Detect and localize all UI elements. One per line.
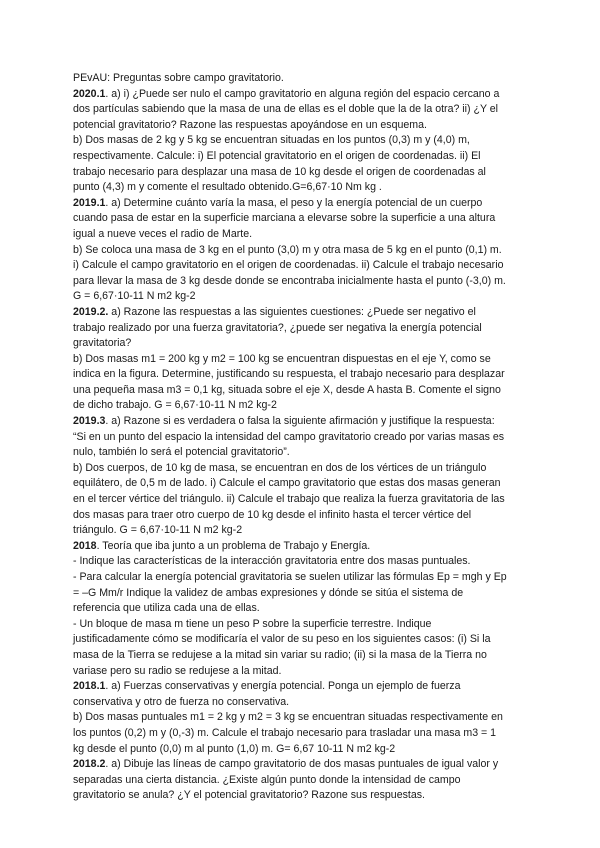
line-text: en el tercer vértice del triángulo. ii) Calcule el trabajo que realiza la fuerza gravitatoria de las: [73, 493, 505, 506]
text-line: [73, 695, 533, 711]
text-line: [73, 165, 533, 181]
text-line: [73, 601, 533, 617]
text-line: [73, 149, 533, 165]
text-line: [73, 648, 533, 664]
line-text: variase pero su radio se redujese a la mitad.: [73, 664, 282, 677]
question-number: 2019.2.: [73, 305, 109, 318]
text-line: [73, 102, 533, 118]
text-line: [73, 383, 533, 399]
text-line: [73, 430, 533, 446]
line-text: referencia que utiliza cada una de ellas.: [73, 602, 260, 615]
line-text: b) Dos masas m1 = 200 kg y m2 = 100 kg se encuentran dispuestas en el eje Y, como se: [73, 352, 491, 365]
line-text: “Si en un punto del espacio la intensidad del campo gravitatorio creado por varias masas es: [73, 430, 505, 443]
text-line: [73, 211, 533, 227]
text-line: [73, 788, 533, 804]
line-text: masa de la Tierra se redujese a la mitad sin variar su radio; (ii) si la masa de la Tierra no: [73, 648, 487, 661]
text-line: [73, 227, 533, 243]
line-text: dos masas para traer otro cuerpo de 10 kg desde el infinito hasta el tercer vértice del: [73, 508, 472, 521]
text-line: [73, 632, 533, 648]
text-line: [73, 773, 533, 789]
line-text: . a) i) ¿Puede ser nulo el campo gravitatorio en alguna región del espacio cercano a: [105, 87, 500, 100]
text-line: [73, 367, 533, 383]
line-text: i) Calcule el campo gravitatorio en el origen de coordenadas. ii) Calcule el trabajo necesario: [73, 259, 504, 272]
line-text: . a) Dibuje las líneas de campo gravitatorio de dos masas puntuales de igual valor y: [105, 758, 499, 771]
line-text: gravitatorio se anula? ¿Y el potencial gravitatorio? Razone sus respuestas.: [73, 789, 425, 802]
line-text: b) Dos masas de 2 kg y 5 kg se encuentran situadas en los puntos (0,3) m y (4,0) m,: [73, 134, 470, 147]
text-line: [73, 336, 533, 352]
line-text: b) Se coloca una masa de 3 kg en el punto (3,0) m y otra masa de 5 kg en el punto (0,1) m.: [73, 243, 502, 256]
line-text: los puntos (0,2) m y (0,-3) m. Calcule el trabajo necesario para trasladar una masa m3 = 1: [73, 726, 497, 739]
text-line: [73, 352, 533, 368]
line-text: G = 6,67·10-11 N m2 kg-2: [73, 290, 196, 303]
text-line: [73, 414, 533, 430]
line-text: indica en la figura. Determine, justificando su respuesta, el trabajo necesario para desplazar: [73, 368, 505, 381]
text-line: [73, 476, 533, 492]
text-line: [73, 710, 533, 726]
question-number: 2018.2: [73, 758, 106, 771]
question-number: 2020.1: [73, 87, 106, 100]
text-line: [73, 508, 533, 524]
line-text: b) Dos cuerpos, de 10 kg de masa, se encuentran en dos de los vértices de un triángulo: [73, 461, 487, 474]
text-line: [73, 258, 533, 274]
text-line: [73, 742, 533, 758]
line-text: gravitatoria?: [73, 337, 132, 350]
text-line: [73, 305, 533, 321]
line-text: cuando pasa de estar en la superficie marciana a elevarse sobre la superficie a una altura: [73, 212, 496, 225]
question-number: 2018: [73, 539, 97, 552]
line-text: . a) Fuerzas conservativas y energía potencial. Ponga un ejemplo de fuerza: [105, 680, 461, 693]
line-text: - Un bloque de masa m tiene un peso P sobre la superficie terrestre. Indique: [73, 617, 432, 630]
question-number: 2019.3: [73, 415, 106, 428]
line-text: a) Razone las respuestas a las siguientes cuestiones: ¿Puede ser negativo el: [108, 305, 476, 318]
line-text: una pequeña masa m3 = 0,1 kg, situada sobre el eje X, desde A hasta B. Comente el signo: [73, 383, 501, 396]
text-line: [73, 461, 533, 477]
line-text: = –G Mm/r Indique la validez de ambas expresiones y dónde se sitúa el sistema de: [73, 586, 464, 599]
document-page: [73, 71, 533, 804]
text-line: [73, 133, 533, 149]
text-line: [73, 289, 533, 305]
line-text: . a) Determine cuánto varía la masa, el peso y la energía potencial de un cuerpo: [105, 196, 483, 209]
text-line: [73, 118, 533, 134]
line-text: - Indique las características de la interacción gravitatoria entre dos masas puntuales.: [73, 555, 471, 568]
text-line: [73, 664, 533, 680]
text-line: [73, 554, 533, 570]
line-text: dos partículas sabiendo que la masa de una de ellas es el doble que la de la otra? ii) ¿Y el: [73, 103, 499, 116]
text-line: [73, 321, 533, 337]
line-text: justificadamente cómo se modificaría el valor de su peso en los siguientes casos: (i) Si la: [73, 633, 491, 646]
line-text: potencial gravitatorio? Razone las respuestas apoyándose en un esquema.: [73, 118, 427, 131]
line-text: separadas una cierta distancia. ¿Existe algún punto donde la intensidad de campo: [73, 773, 461, 786]
line-text: . a) Razone si es verdadera o falsa la siguiente afirmación y justifique la respuesta:: [105, 415, 495, 428]
text-line: [73, 726, 533, 742]
line-text: PEvAU: Preguntas sobre campo gravitatorio.: [73, 72, 284, 84]
line-text: trabajo realizado por una fuerza gravitatoria?, ¿puede ser negativa la energía potencial: [73, 321, 482, 334]
line-text: kg desde el punto (0,0) m al punto (1,0) m. G= 6,67 10-11 N m2 kg-2: [73, 742, 396, 755]
text-line: [73, 617, 533, 633]
text-line: [73, 492, 533, 508]
line-text: equilátero, de 0,5 m de lado. i) Calcule el campo gravitatorio que estas dos masas generan: [73, 477, 501, 490]
text-line: [73, 180, 533, 196]
text-line: [73, 586, 533, 602]
text-line: [73, 87, 533, 103]
text-line: [73, 196, 533, 212]
text-line: [73, 243, 533, 259]
text-line: [73, 679, 533, 695]
line-text: nulo, también lo será el potencial gravitatorio”.: [73, 446, 290, 459]
text-line: [73, 523, 533, 539]
text-line: [73, 274, 533, 290]
line-text: trabajo necesario para desplazar una masa de 10 kg desde el origen de coordenadas al: [73, 165, 486, 178]
text-line: [73, 539, 533, 555]
question-number: 2018.1: [73, 680, 106, 693]
line-text: conservativa y otro de fuerza no conservativa.: [73, 695, 290, 708]
line-text: igual a nueve veces el radio de Marte.: [73, 227, 253, 240]
line-text: para llevar la masa de 3 kg desde donde se encontraba inicialmente hasta el punto (-3,0) m.: [73, 274, 506, 287]
question-number: 2019.1: [73, 196, 106, 209]
text-line: [73, 757, 533, 773]
line-text: b) Dos masas puntuales m1 = 2 kg y m2 = 3 kg se encuentran situadas respectivamente en: [73, 711, 503, 724]
text-line: [73, 71, 533, 87]
line-text: de dicho trabajo. G = 6,67·10-11 N m2 kg-2: [73, 399, 277, 412]
line-text: . Teoría que iba junto a un problema de Trabajo y Energía.: [96, 539, 371, 552]
line-text: respectivamente. Calcule: i) El potencial gravitatorio en el origen de coordenadas. ii) El: [73, 149, 481, 162]
line-text: punto (4,3) m y comente el resultado obtenido.G=6,67·10 Nm kg .: [73, 181, 382, 194]
text-line: [73, 445, 533, 461]
text-line: [73, 398, 533, 414]
line-text: - Para calcular la energía potencial gravitatoria se suelen utilizar las fórmulas Ep = mgh y Ep: [73, 571, 507, 583]
text-line: [73, 570, 533, 586]
line-text: triángulo. G = 6,67·10-11 N m2 kg-2: [73, 524, 243, 537]
